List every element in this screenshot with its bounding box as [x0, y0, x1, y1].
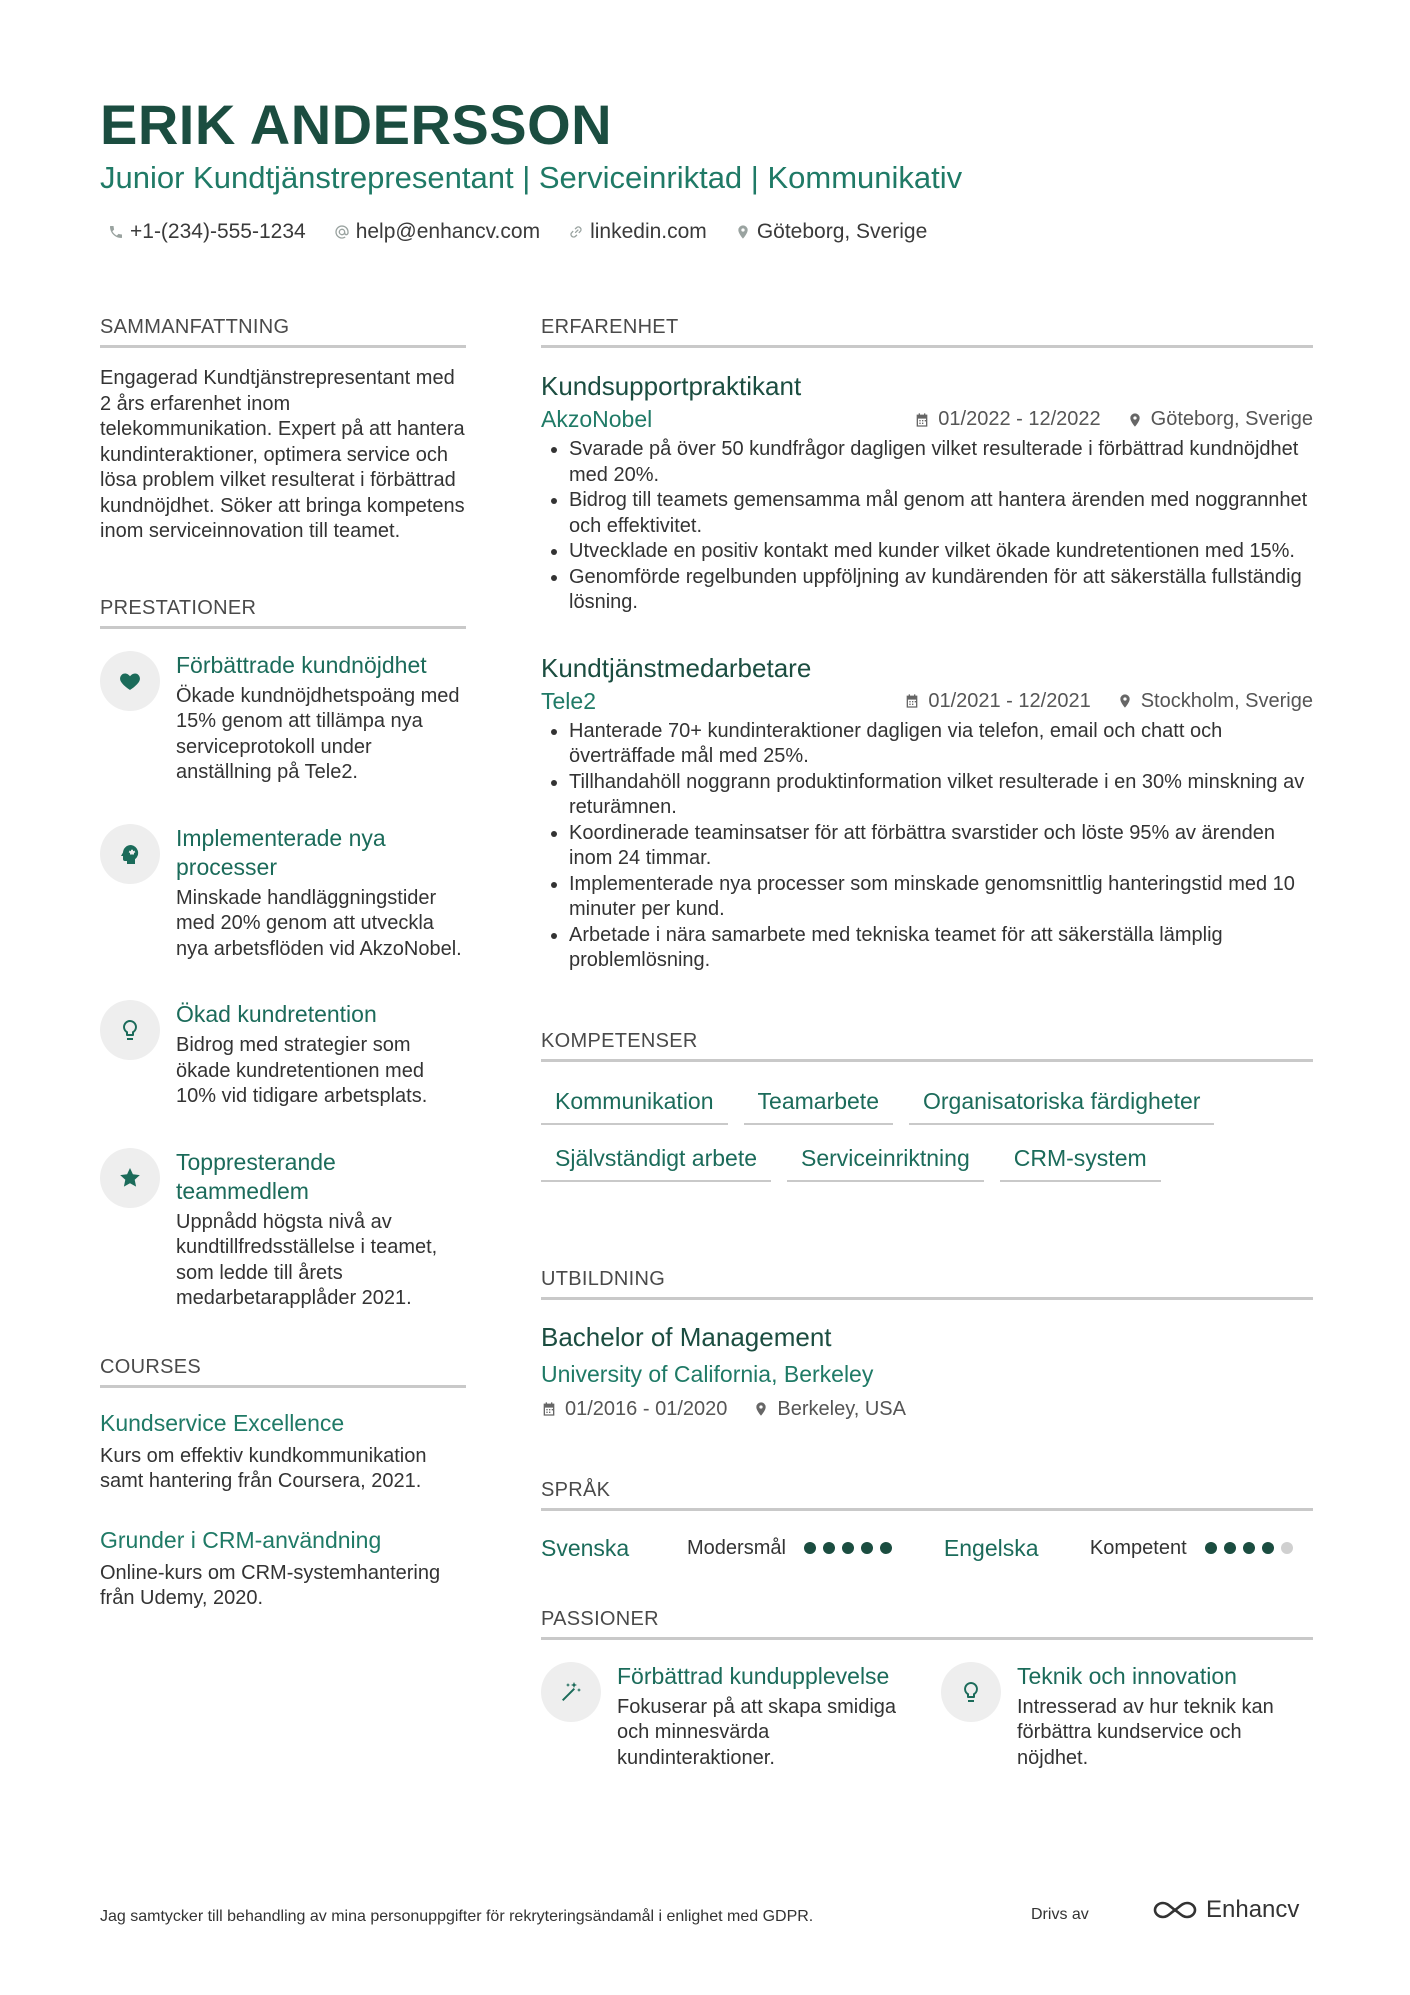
contact-linkedin[interactable]	[568, 220, 707, 244]
job-bullet: • Implementerade nya processer som minskade genomsnittlig hanteringstid med 10 minuter per kund.	[569, 872, 1313, 923]
achievement-item	[100, 824, 466, 963]
job-dates: 01/2021 - 12/2021	[928, 689, 1091, 712]
phone-icon	[108, 224, 124, 240]
powered-by-label: Drivs av	[1031, 1906, 1089, 1923]
contact-phone-text: +1-(234)-555-1234	[130, 220, 306, 243]
achievement-item	[100, 1000, 466, 1110]
heart-icon	[100, 651, 160, 711]
summary-text: Engagerad Kundtjänstrepresentant med 2 års erfarenhet inom telekommunikation. Expert på att hantera kundinteraktioner, optimera service och lösa problem vilket resulterat i förbättrad kundnöjdhet. Söker att bringa kompetens inom serviceinnovation till teamet.	[100, 367, 465, 542]
skill-tag: Organisatoriska färdigheter	[909, 1084, 1214, 1125]
job-bullet: • Hanterade 70+ kundinteraktioner dagligen via telefon, email och chatt och överträffade mål med 25%.	[569, 719, 1313, 770]
skills-section-title: KOMPETENSER	[541, 1030, 1313, 1062]
job-title: Kundtjänstmedarbetare	[541, 652, 812, 683]
language-rating	[1205, 1542, 1293, 1554]
achievement-item	[100, 1148, 466, 1312]
passion-title: Förbättrad kundupplevelse	[617, 1662, 890, 1689]
rating-dot	[1205, 1542, 1217, 1554]
candidate-tagline: Junior Kundtjänstrepresentant | Serviceinriktad | Kommunikativ	[100, 160, 963, 195]
location-icon	[1127, 412, 1143, 428]
contact-email-text: help@enhancv.com	[355, 220, 541, 243]
job-location: Göteborg, Sverige	[1150, 408, 1313, 430]
achievement-title: Implementerade nya processer	[176, 824, 386, 880]
job-company: AkzoNobel	[541, 406, 653, 432]
job-bullet: • Genomförde regelbunden uppföljning av kundärenden för att säkerställa fullständig lösning.	[569, 565, 1313, 616]
passion-title: Teknik och innovation	[1017, 1662, 1237, 1689]
education-dates: 01/2016 - 01/2020	[565, 1397, 728, 1420]
job-entry	[541, 652, 1313, 974]
achievement-title: Ökad kundretention	[176, 1001, 377, 1027]
rating-dot	[1224, 1542, 1236, 1554]
rating-dot	[1262, 1542, 1274, 1554]
language-name: Svenska	[541, 1534, 630, 1561]
job-company: Tele2	[541, 687, 596, 714]
calendar-icon	[541, 1401, 557, 1417]
skill-tag: CRM-system	[1000, 1141, 1161, 1182]
rating-dot	[1243, 1542, 1255, 1554]
course-item	[100, 1408, 466, 1495]
skill-tag: Kommunikation	[541, 1084, 728, 1125]
course-desc: Kurs om effektiv kundkommunikation samt hantering från Coursera, 2021.	[100, 1444, 427, 1492]
rating-dot	[823, 1542, 835, 1554]
course-desc: Online-kurs om CRM-systemhantering från Udemy, 2020.	[100, 1561, 441, 1609]
language-item	[541, 1535, 944, 1562]
location-icon	[735, 224, 751, 240]
rating-dot	[880, 1542, 892, 1554]
enhancv-logo[interactable]	[1152, 1896, 1299, 1924]
language-item	[944, 1535, 1345, 1562]
contact-location-text: Göteborg, Sverige	[756, 220, 928, 243]
languages-section-title: SPRÅK	[541, 1479, 1313, 1511]
location-icon	[1117, 693, 1133, 709]
job-dates: 01/2022 - 12/2022	[938, 408, 1101, 430]
course-item	[100, 1525, 466, 1612]
achievements-section-title: PRESTATIONER	[100, 597, 466, 629]
job-bullet: • Utvecklade en positiv kontakt med kunder vilket ökade kundretentionen med 15%.	[569, 539, 1313, 565]
contact-email[interactable]	[334, 220, 540, 244]
link-icon	[568, 224, 584, 240]
job-bullet: • Svarade på över 50 kundfrågor dagligen vilket resulterade i förbättrad kundnöjdhet med 20%.	[569, 437, 1313, 488]
gdpr-consent: Jag samtycker till behandling av mina personuppgifter för rekryteringsändamål i enlighet med GDPR.	[100, 1908, 814, 1925]
achievement-desc: Ökade kundnöjdhetspoäng med 15% genom att tillämpa nya serviceprotokoll under anställning på Tele2.	[176, 684, 460, 783]
contact-location	[735, 220, 927, 244]
calendar-icon	[904, 693, 920, 709]
job-bullet: • Koordinerade teaminsatser för att förbättra svarstider och löste 95% av ärenden inom 24 timmar.	[569, 821, 1313, 872]
contact-bar	[108, 220, 927, 244]
experience-section-title: ERFARENHET	[541, 316, 1313, 348]
brand-name: Enhancv	[1206, 1896, 1300, 1923]
rating-dot	[842, 1542, 854, 1554]
skill-tag: Teamarbete	[744, 1084, 893, 1125]
contact-linkedin-text: linkedin.com	[590, 220, 707, 243]
courses-section-title: COURSES	[100, 1356, 466, 1388]
education-section-title: UTBILDNING	[541, 1268, 1313, 1300]
job-bullets	[541, 719, 1313, 974]
passion-item	[941, 1662, 1313, 1772]
rating-dot	[804, 1542, 816, 1554]
candidate-name: ERIK ANDERSSON	[100, 93, 613, 156]
passion-desc: Fokuserar på att skapa smidiga och minnesvärda kundinteraktioner.	[617, 1695, 897, 1769]
language-level: Kompetent	[1089, 1536, 1187, 1559]
lightbulb-icon	[100, 1000, 160, 1060]
contact-phone[interactable]	[108, 220, 306, 244]
language-level: Modersmål	[687, 1536, 786, 1559]
passions-list	[541, 1662, 1313, 1772]
location-icon	[753, 1401, 769, 1417]
magic-wand-icon	[541, 1662, 601, 1722]
skills-list	[541, 1084, 1313, 1182]
achievements-list	[100, 651, 466, 1312]
job-bullet: • Bidrog till teamets gemensamma mål genom att hantera ärenden med noggrannhet och effektivitet.	[569, 488, 1313, 539]
job-entry	[541, 370, 1313, 616]
achievement-desc: Minskade handläggningstider med 20% genom att utveckla nya arbetsflöden vid AkzoNobel.	[176, 886, 462, 960]
passion-desc: Intresserad av hur teknik kan förbättra kundservice och nöjdhet.	[1017, 1695, 1274, 1769]
skill-tag: Självständigt arbete	[541, 1141, 771, 1182]
job-location: Stockholm, Sverige	[1140, 689, 1313, 712]
right-column	[541, 316, 1313, 1771]
job-bullet: • Arbetade i nära samarbete med tekniska teamet för att säkerställa lämplig problemlösning.	[569, 923, 1313, 974]
infinity-logo-icon	[1152, 1898, 1198, 1922]
at-icon	[334, 224, 350, 240]
calendar-icon	[914, 412, 930, 428]
passion-item	[541, 1662, 913, 1772]
head-gear-icon	[100, 824, 160, 884]
achievement-desc: Uppnådd högsta nivå av kundtillfredsställelse i teamet, som ledde till årets medarbetarapplåder 2021.	[176, 1210, 438, 1309]
lightbulb-icon	[941, 1662, 1001, 1722]
achievement-desc: Bidrog med strategier som ökade kundretentionen med 10% vid tidigare arbetsplats.	[176, 1034, 428, 1107]
left-column	[100, 316, 466, 1642]
education-degree: Bachelor of Management	[541, 1321, 832, 1352]
achievement-title: Förbättrade kundnöjdhet	[176, 651, 427, 678]
languages-list	[541, 1535, 1313, 1562]
rating-dot	[861, 1542, 873, 1554]
star-icon	[100, 1148, 160, 1208]
education-location: Berkeley, USA	[777, 1397, 906, 1420]
job-bullets	[541, 437, 1313, 616]
job-title: Kundsupportpraktikant	[541, 371, 802, 401]
job-bullet: • Tillhandahöll noggrann produktinformation vilket resulterade i en 30% minskning av returämnen.	[569, 770, 1313, 821]
summary-section-title: SAMMANFATTNING	[100, 316, 466, 348]
language-name: Engelska	[943, 1534, 1039, 1561]
skill-tag: Serviceinriktning	[787, 1141, 984, 1182]
rating-dot	[1281, 1542, 1293, 1554]
education-school: University of California, Berkeley	[541, 1360, 874, 1387]
course-title: Kundservice Excellence	[100, 1409, 345, 1436]
passions-section-title: PASSIONER	[541, 1608, 1313, 1640]
achievement-title: Toppresterande teammedlem	[176, 1148, 336, 1204]
achievement-item	[100, 651, 466, 786]
language-rating	[804, 1542, 892, 1554]
course-title: Grunder i CRM-användning	[100, 1526, 382, 1553]
